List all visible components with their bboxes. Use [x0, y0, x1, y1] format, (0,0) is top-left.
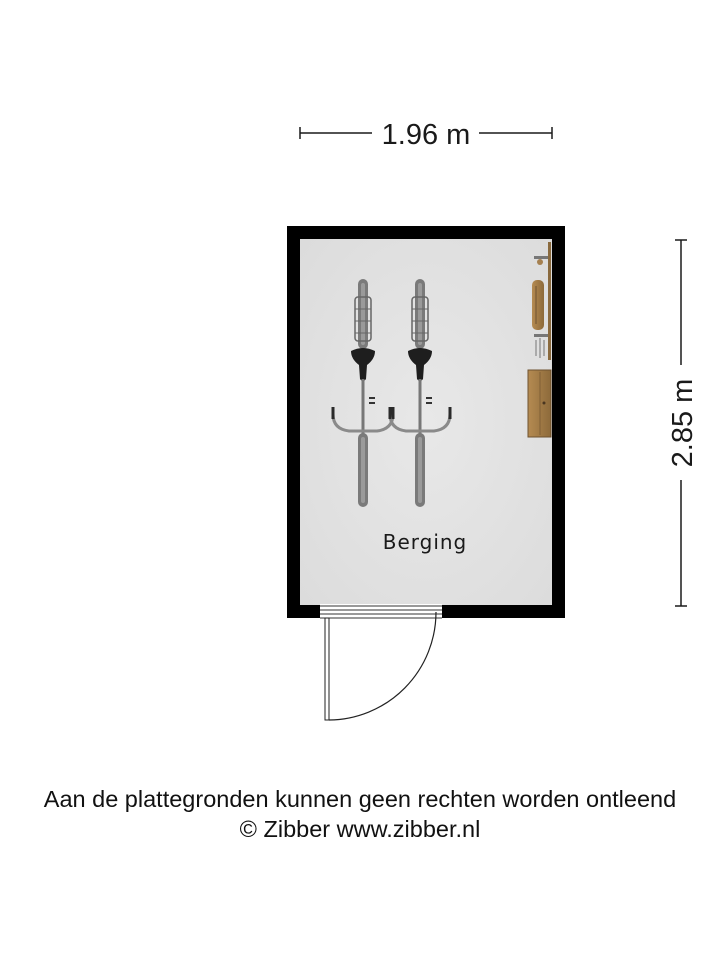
- copyright-text: © Zibber www.zibber.nl: [239, 816, 481, 842]
- height-dimension-label: 2.85 m: [667, 378, 699, 468]
- width-dimension: [300, 119, 552, 151]
- door: [320, 604, 442, 720]
- height-dimension: [667, 240, 699, 606]
- width-dimension-label: 1.96 m: [381, 119, 471, 151]
- room-label: Berging: [382, 530, 468, 554]
- disclaimer-text: Aan de plattegronden kunnen geen rechten worden ontleend: [43, 786, 677, 812]
